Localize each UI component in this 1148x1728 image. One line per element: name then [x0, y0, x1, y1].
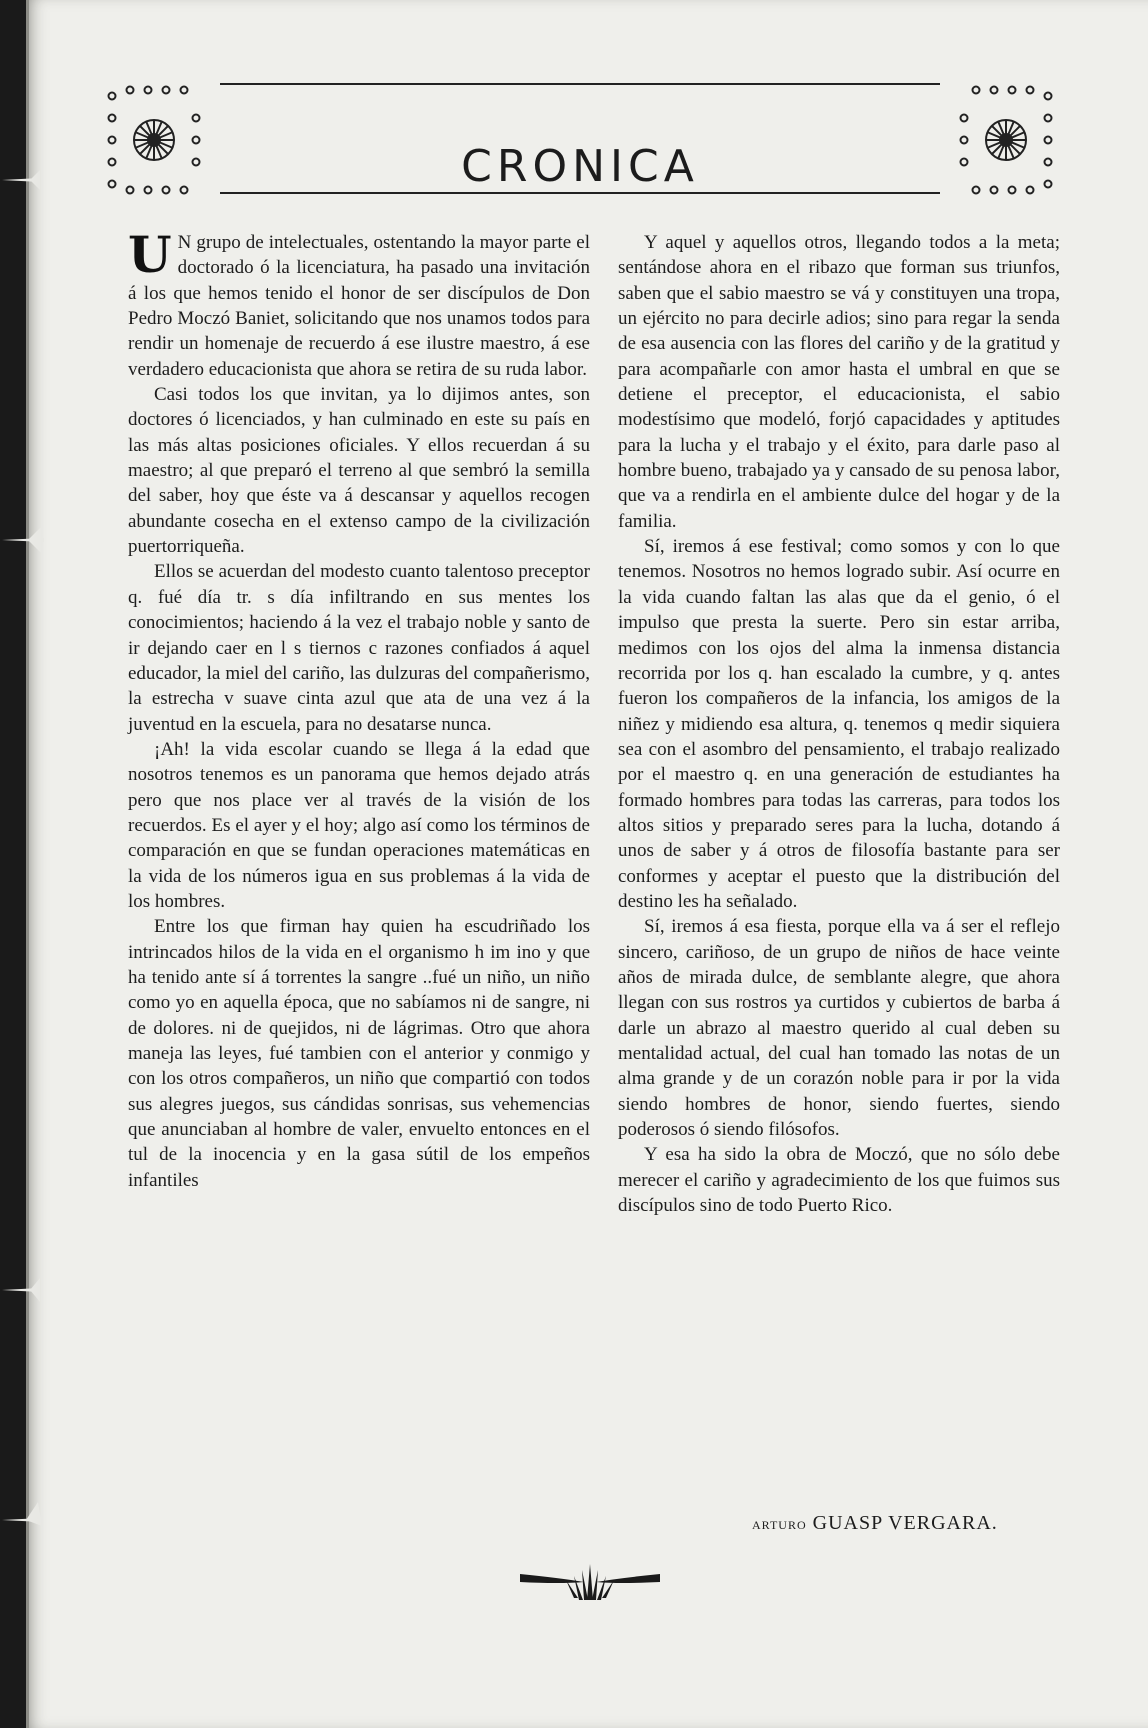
author-first-name: ARTURO	[752, 1518, 807, 1532]
binding-mark-icon	[0, 1496, 54, 1536]
article-paragraph: Entre los que firman hay quien ha escudriñado los intrincados hilos de la vida en el organismo h im ino y que ha tenido ante sí á torrentes la sangre ..fué un niño, un niño como yo en aquella época, que no sabíamos ni de sangre, ni de dolores. ni de quejidos, ni de lágrimas. Otro que ahora maneja las leyes, fué tambien con el anterior y conmigo y con los otros compañeros, un niño que compartió con todos sus alegres juegos, sus cándidas sonrisas, sus vehemencias que anunciaban al hombre de valer, envuelto entonces en el tul de la inocencia y en la gasa sútil de los empeños infantiles	[128, 916, 590, 1191]
article-paragraph: Ellos se acuerdan del modesto cuanto talentoso preceptor q. fué día tr. s día infiltrando en sus mentes los conocimientos; haciendo á la vez el trabajo noble y santo de ir dejando caer en l s tiernos c razones confiados á aquel educador, la miel del cariño, las dulzuras del compañerismo, la estrecha v suave cinta azul que ata de una vez á la juventud en la escuela, para no desatarse nunca.	[128, 561, 590, 735]
rosette-ornament-icon	[940, 78, 1060, 200]
article-paragraph: Y esa ha sido la obra de Moczó, que no sólo debe merecer el cariño y agradecimiento de los que fuimos sus discípulos sino de todo Puerto Rico.	[618, 1144, 1060, 1217]
author-last-name: GUASP VERGARA.	[812, 1512, 998, 1534]
header-rule-top	[220, 83, 940, 85]
article-paragraph: Y aquel y aquellos otros, llegando todos a la meta; sentándose ahora en el ribazo que forman sus triunfos, saben que el sabio maestro se vá y constituyen una tropa, un ejército no para decirle adios; sino para regar la senda de esa ausencia con las flores del cariño y de la gratitud y para acompañarle con amor hasta el umbral en que se detiene el preceptor, el educacionista, el sabio modestísimo que modeló, forjó capacidades y aptitudes para la lucha y el trabajo y el éxito, para darle paso al hombre bueno, trabajado ya y cansado de su penosa labor, que va a rendirla en el ambiente dulce del hogar y de la familia.	[618, 232, 1060, 532]
section-header	[100, 78, 1060, 200]
binding-mark-icon	[0, 160, 54, 200]
binding-edge	[26, 0, 29, 1728]
article-paragraph: Sí, iremos á esa fiesta, porque ella va á ser el reflejo sincero, cariñoso, de un grupo de niños de hace veinte años de mirada dulce, de semblante alegre, que ahora llegan con sus rostros ya curtidos y cubiertos de barba á darle un abrazo al maestro querido al cual deben su mentalidad actual, del cual han tomado las notas de un alma grande y de un corazón noble para ir por la vida siendo hombres de honor, siendo fuertes, siendo poderosos ó siendo filósofos.	[618, 916, 1060, 1141]
article-paragraph: ¡Ah! la vida escolar cuando se llega á la edad que nosotros tenemos es un panorama que hemos dejado atrás pero que nos place ver al través de la visión de los recuerdos. Es el ayer y el hoy; algo así como los términos de comparación en que se fundan operaciones matemáticas en la vida de los números igua en sus problemas á la vida de los hombres.	[128, 738, 590, 912]
binding-mark-icon	[0, 1270, 54, 1310]
drop-cap: U	[128, 225, 172, 284]
author-signature	[752, 1512, 998, 1535]
article-column-right	[618, 230, 1060, 1218]
article-column-left	[128, 225, 590, 1193]
tailpiece-ornament-icon	[520, 1560, 660, 1604]
header-rule-bottom	[220, 192, 940, 194]
binding-mark-icon	[0, 520, 54, 560]
page-title: CRONICA	[461, 141, 699, 193]
article-paragraph: Casi todos los que invitan, ya lo dijimos antes, son doctores ó licenciados, y han culminado en este su país en las más altas posiciones oficiales. Y ellos recuerdan á su maestro; al que preparó el terreno al que sembró la semilla del saber, hoy que éste va á descansar y aquellos recogen abundante cosecha en el extenso campo de la civilización puertorriqueña.	[128, 384, 590, 558]
article-paragraph: Sí, iremos á ese festival; como somos y con lo que tenemos. Nosotros no hemos logrado subir. Así ocurre en la vida cuando faltan las alas que da el genio, ó el impulso que presta la suerte. Pero sin estar arriba, medimos con los ojos del alma la inmensa distancia recorrida por los q. han escalado la cumbre, y q. antes fueron los compañeros de la infancia, los amigos de la niñez y midiendo esa altura, q. tenemos q medir siquiera sea con el asombro del pensamiento, el trabajo realizado por el maestro q. en una generación de estudiantes ha formado hombres para todas las carreras, para todos los altos sitios y preparado seres para la lucha, dotando á unos de saber y á otros de filosofía bastante para ser conformes y aceptar el puesto que la distribución del destino les ha señalado.	[618, 536, 1060, 912]
article-paragraph: U N grupo de intelectuales, ostentando la mayor parte el doctorado ó la licenciatura, ha pasado una invitación á los que hemos tenido el honor de ser discípulos de Don Pedro Moczó Baniet, solicitando que nos unamos todos para rendir un homenaje de recuerdo á ese ilustre maestro, á ese verdadero educacionista que ahora se retira de su ruda labor.	[128, 225, 590, 380]
